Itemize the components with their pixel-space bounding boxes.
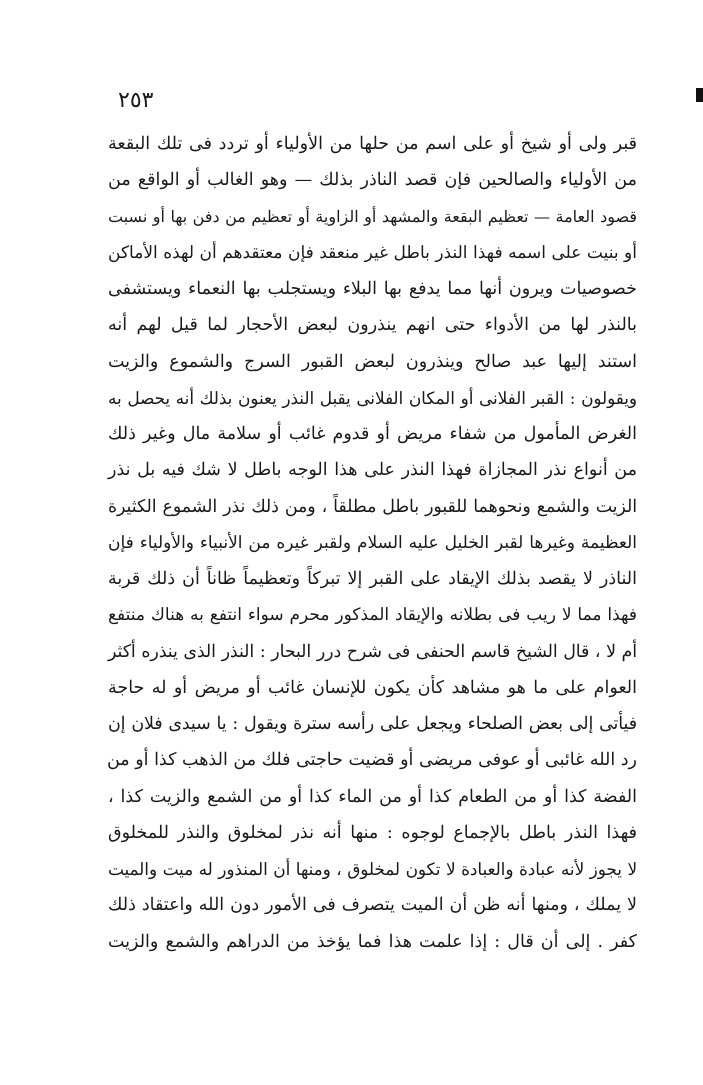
text-line: الزيت والشمع ونحوهما للقبور باطل مطلقاً ، ومن ذلك نذر الشموع الكثيرة [108,496,637,517]
text-line: استند إليها عبد صالح وينذرون لبعض القبور السرج والشموع والزيت [108,351,637,372]
text-line: لا يجوز لأنه عبادة والعبادة لا تكون لمخلوق ، ومنها أن المنذور له ميت والميت [108,859,637,879]
text-line: العظيمة وغيرها لقبر الخليل عليه السلام ولقبر غيره من الأنبياء والأولياء فإن [108,532,637,553]
text-line: كفر . إلى أن قال : إذا علمت هذا فما يؤخذ من الدراهم والشمع والزيت [108,931,637,952]
text-line: بالنذر لها من الأدواء حتى انهم ينذرون لبعض الأحجار لما قيل لهم أنه [108,315,637,336]
text-line: أم لا ، قال الشيخ قاسم الحنفى فى شرح درر البحار : النذر الذى ينذره أكثر [108,641,637,662]
text-line: رد الله غائبى أو عوفى مريضى أو قضيت حاجتى فلك من الذهب كذا أو من [106,750,637,771]
text-line: ويقولون : القبر الفلانى أو المكان الفلانى يقبل النذر يعنون بذلك أنه يحصل به [108,387,637,408]
text-line: لا يملك ، ومنها أنه ظن أن الميت يتصرف فى الأمور دون الله واعتقاد ذلك [108,895,637,916]
body-text [108,126,637,960]
page-number: ٢٥٣ [118,88,154,113]
text-line: قبر ولى أو شيخ أو على اسم من حلها من الأولياء أو تردد فى تلك البقعة [108,134,637,154]
text-line: أو بنيت على اسمه فهذا النذر باطل غير منعقد فإن معتقدهم أن لهذه الأماكن [108,242,637,263]
text-line: من أنواع نذر المجازاة فهذا النذر على هذا الوجه باطل لا شك فيه بل نذر [108,460,637,481]
text-line: فهذا النذر باطل بالإجماع لوجوه : منها أنه نذر لمخلوق والنذر للمخلوق [108,822,637,843]
text-line: الفضة كذا أو من الطعام كذا أو من الماء كذا أو من الشمع والزيت كذا ، [108,786,637,807]
text-line: خصوصيات ويرون أنها مما يدفع بها البلاء ويستجلب بها النعماء ويستشفى [108,279,637,299]
text-line: قصود العامة — تعظيم البقعة والمشهد أو الزاوية أو تعظيم من دفن بها أو نسبت [108,206,637,226]
page-edge-mark [696,88,703,102]
text-line: الغرض المأمول من شفاء مريض أو قدوم غائب أو سلامة مال وغير ذلك [108,424,637,444]
text-line: فهذا مما لا ريب فى بطلانه والإيقاد المذكور محرم سواء انتفع به هناك منتفع [108,605,637,626]
text-line: فيأتى إلى بعض الصلحاء ويجعل على رأسه سترة ويقول : يا سيدى فلان إن [108,714,637,734]
text-line: الناذر لا يقصد بذلك الإيقاد على القبر إلا تبركاً وتعظيماً ظاناً أن ذلك قربة [108,569,637,589]
text-line: العوام على ما هو مشاهد كأن يكون للإنسان غائب أو مريض أو له حاجة [108,677,637,698]
text-line: من الأولياء والصالحين فإن قصد الناذر بذلك — وهو الغالب أو الواقع من [108,170,637,191]
